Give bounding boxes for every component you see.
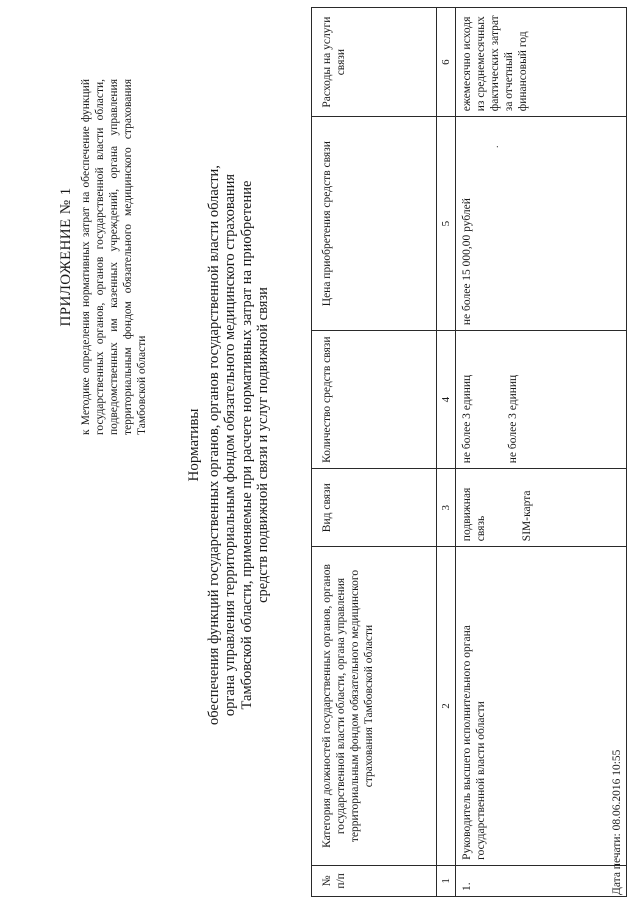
column-number: 5 xyxy=(437,117,456,331)
heading-line: Тамбовской области, применяемые при расчете нормативных затрат на приобретение xyxy=(238,180,255,710)
row-quantity-mobile: не более 3 единиц xyxy=(461,374,473,464)
row-type-sim: SIM-карта xyxy=(521,490,533,542)
table-row xyxy=(456,8,627,897)
row-number: 1. xyxy=(456,865,627,896)
norms-table xyxy=(311,7,627,897)
row-quantity xyxy=(456,331,627,469)
column-number: 1 xyxy=(437,865,456,896)
row-quantity-sim: не более 3 единиц xyxy=(507,374,519,464)
header-cell-category: Категория должностей государственных органов, органов государственной власти области, органа управления территориальным фондом обязательного медицинского страхования Тамбовской области xyxy=(312,547,437,866)
column-number: 3 xyxy=(437,469,456,547)
row-type xyxy=(456,469,627,547)
column-number: 6 xyxy=(437,8,456,117)
row-type-mobile: подвижная связь xyxy=(461,487,487,542)
header-cell-type: Вид связи xyxy=(312,469,437,547)
table-column-numbers-row xyxy=(437,8,456,897)
heading-title: Нормативы xyxy=(186,408,202,482)
row-price: не более 15 000,00 рублей xyxy=(456,117,627,331)
header-cell-number: № п/п xyxy=(312,865,437,896)
document-heading xyxy=(186,85,272,805)
appendix-block xyxy=(58,79,149,435)
appendix-title: ПРИЛОЖЕНИЕ № 1 xyxy=(58,187,74,327)
row-category: Руководитель высшего исполнительного органа государственной власти области xyxy=(456,547,627,866)
header-cell-price: Цена приобретения средств связи xyxy=(312,117,437,331)
table-header-row xyxy=(312,8,437,897)
heading-line: органа управления территориальным фондом обязательного медицинского страхования xyxy=(222,173,238,717)
print-date: Дата печати: 08.06.2016 10:55 xyxy=(611,749,623,895)
column-number: 2 xyxy=(437,547,456,866)
header-cell-quantity: Количество средств связи xyxy=(312,331,437,469)
heading-line: обеспечения функций государственных органов, органов государственной власти области, xyxy=(205,165,222,725)
appendix-text: к Методике определения нормативных затрат на обеспечение функций государственных органов, органов государственной власти области, подведомственных им казенных учреждений, органа управления территориальным фондом обязательного медицинского страхования Тамбовской области xyxy=(80,79,148,435)
header-cell-expenses: Расходы на услуги связи xyxy=(312,8,437,117)
row-expenses: ежемесячно исходя из среднемесячных фактических затрат за отчетный финансовый год xyxy=(456,8,627,117)
heading-line: средств подвижной связи и услуг подвижной связи xyxy=(255,287,271,603)
column-number: 4 xyxy=(437,331,456,469)
stray-mark: . xyxy=(490,145,501,148)
